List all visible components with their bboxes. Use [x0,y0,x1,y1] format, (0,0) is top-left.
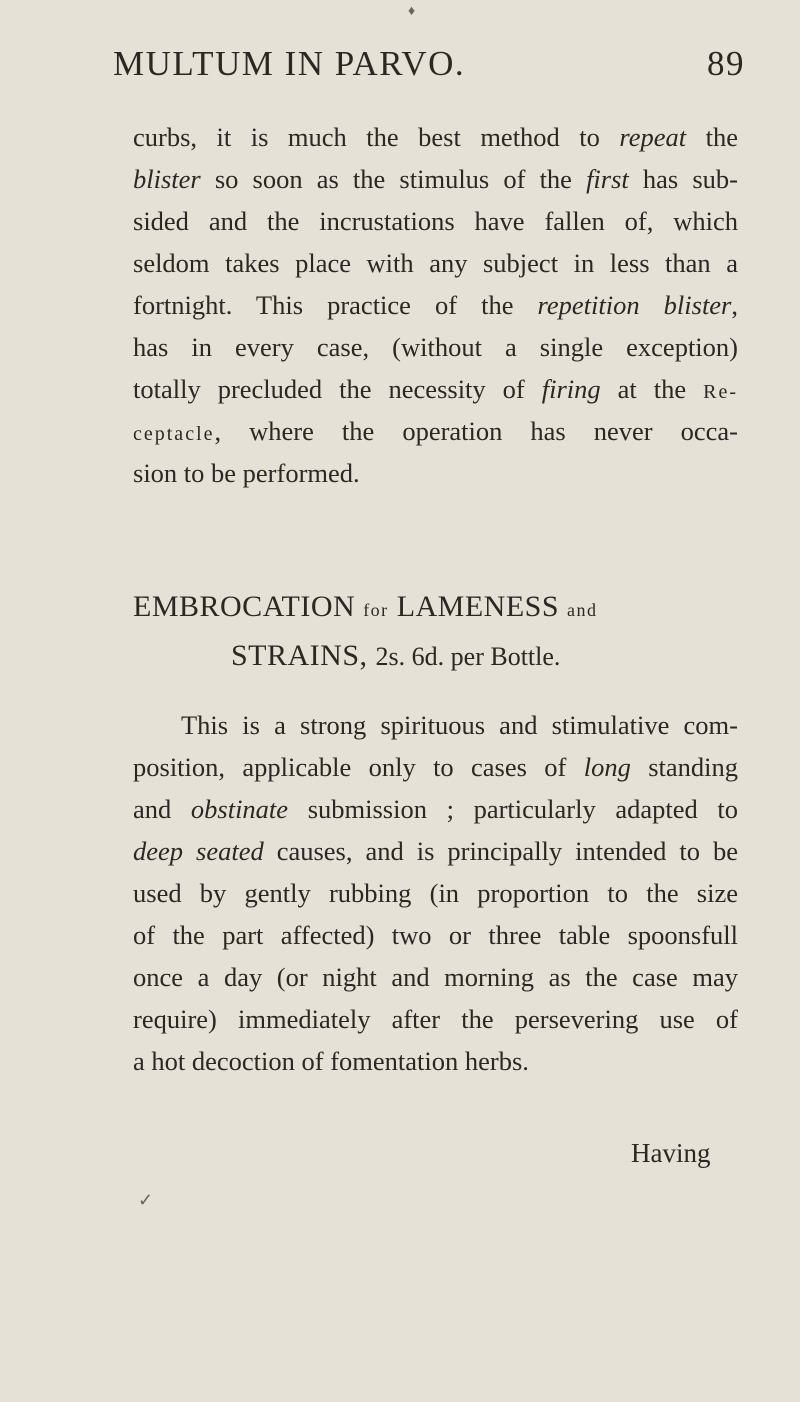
text-line: of the part affected) two or three table spoonsfull [133,920,738,950]
text-line: curbs, it is much the best method to repeat the [133,122,738,152]
text-line: position, applicable only to cases of long standing [133,752,738,782]
text-line: blister so soon as the stimulus of the first has sub- [133,164,738,194]
text-line: seldom takes place with any subject in less than a [133,248,738,278]
page-number: 89 [707,44,745,83]
text-line: and obstinate submission ; particularly adapted to [133,794,738,824]
text-line: sion to be performed. [133,458,360,488]
text-line: This is a strong spirituous and stimulative com- [181,710,738,740]
text-line: once a day (or night and morning as the case may [133,962,738,992]
paragraph-embrocation [133,704,738,1082]
printer-ornament: ♦ [408,4,416,19]
text-line: deep seated causes, and is principally intended to be [133,836,738,866]
text-line: has in every case, (without a single exception) [133,332,738,362]
section-heading: EMBROCATION for LAMENESS and STRAINS, 2s. 6d. per Bottle. [133,590,598,672]
text-line: require) immediately after the persevering use of [133,1004,738,1034]
text-line: used by gently rubbing (in proportion to the size [133,878,738,908]
text-line: totally precluded the necessity of firing at the Re- [133,374,739,404]
signature-mark: ✓ [138,1190,154,1210]
paragraph-blister [133,116,738,494]
text-line: a hot decoction of fomentation herbs. [133,1046,529,1076]
text-line: sided and the incrustations have fallen of, which [133,206,738,236]
text-line: fortnight. This practice of the repetition blister, [133,290,738,320]
catchword: Having [631,1138,711,1168]
text-line: ceptacle, where the operation has never occa- [133,416,738,446]
running-head-title: MULTUM IN PARVO. [113,44,466,83]
